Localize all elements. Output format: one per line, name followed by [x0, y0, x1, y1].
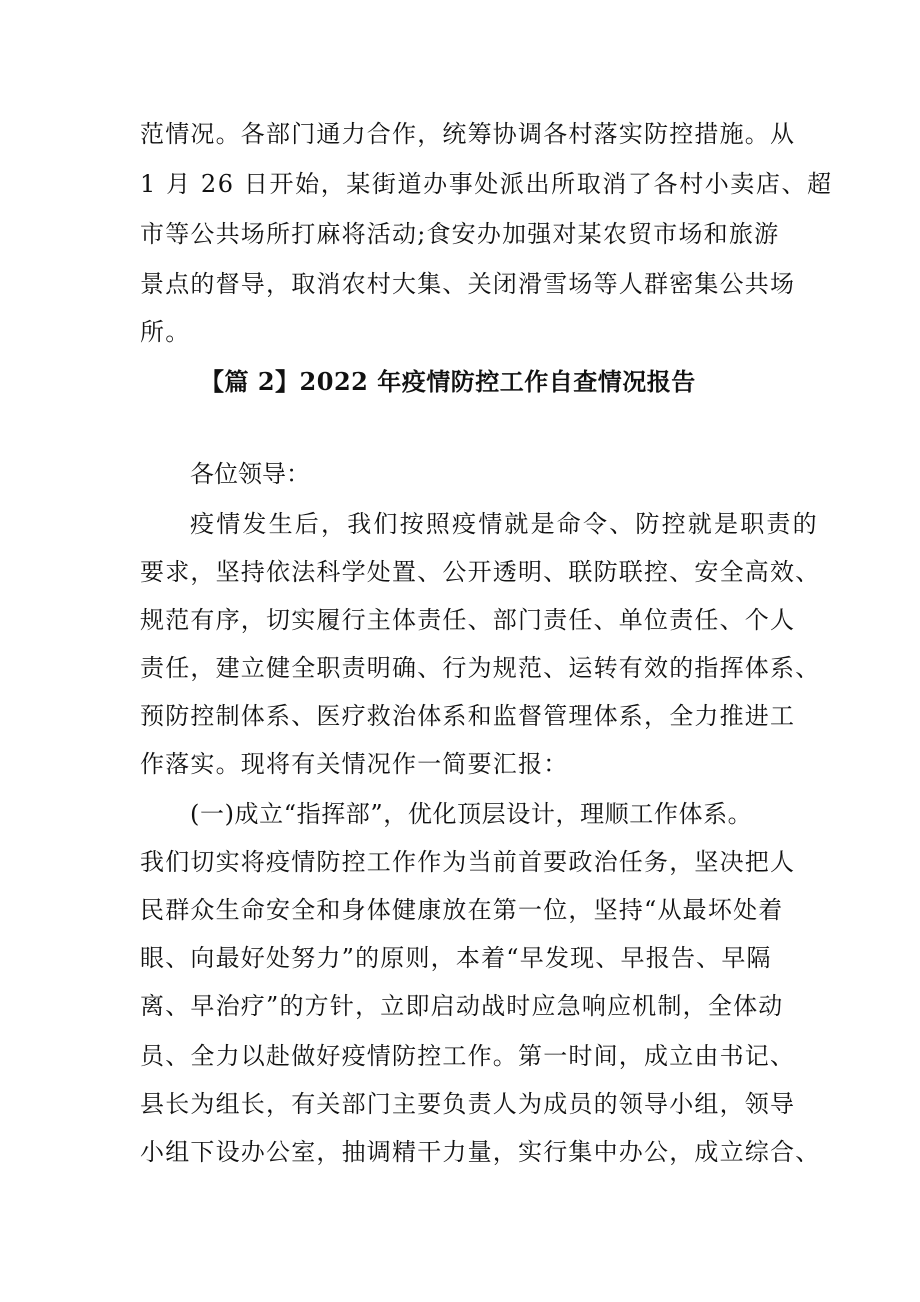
section-title: 【篇 2】2022 年疫情防控工作自查情况报告: [200, 367, 696, 396]
paragraph-1-line-6: 作落实。现将有关情况作一简要汇报：: [140, 750, 569, 778]
paragraph-2-line-4: 眼、向最好处努力”的原则，本着“早发现、早报告、早隔: [140, 944, 772, 972]
paragraph-2-line-3: 民群众生命安全和身体健康放在第一位，坚持“从最坏处着: [140, 896, 784, 924]
continuation-line-2: 1 月 26 日开始，某街道办事处派出所取消了各村小卖店、超: [140, 170, 833, 198]
paragraph-2-line-6: 员、全力以赴做好疫情防控工作。第一时间，成立由书记、: [140, 1042, 796, 1070]
continuation-line-1: 范情况。各部门通力合作，统筹协调各村落实防控措施。从: [140, 120, 796, 148]
paragraph-1-line-3: 规范有序，切实履行主体责任、部门责任、单位责任、个人: [140, 606, 796, 634]
paragraph-2-line-8: 小组下设办公室，抽调精干力量，实行集中办公，成立综合、: [140, 1138, 821, 1166]
salutation: 各位领导：: [190, 460, 310, 488]
paragraph-1-line-2: 要求，坚持依法科学处置、公开透明、联防联控、安全高效、: [140, 558, 821, 586]
paragraph-1-line-4: 责任，建立健全职责明确、行为规范、运转有效的指挥体系、: [140, 654, 821, 682]
continuation-line-5: 所。: [140, 318, 191, 346]
paragraph-2-line-2: 我们切实将疫情防控工作作为当前首要政治任务，坚决把人: [140, 848, 796, 876]
paragraph-1-line-1: 疫情发生后，我们按照疫情就是命令、防控就是职责的: [190, 510, 819, 538]
paragraph-2-line-1: (一)成立“指挥部”，优化顶层设计，理顺工作体系。: [190, 800, 753, 828]
paragraph-1-line-5: 预防控制体系、医疗救治体系和监督管理体系，全力推进工: [140, 702, 796, 730]
continuation-line-4: 景点的督导，取消农村大集、关闭滑雪场等人群密集公共场: [140, 270, 796, 298]
paragraph-2-line-5: 离、早治疗”的方针，立即启动战时应急响应机制，全体动: [140, 992, 784, 1020]
continuation-line-3: 市等公共场所打麻将活动;食安办加强对某农贸市场和旅游: [140, 220, 780, 248]
paragraph-2-line-7: 县长为组长，有关部门主要负责人为成员的领导小组，领导: [140, 1090, 796, 1118]
